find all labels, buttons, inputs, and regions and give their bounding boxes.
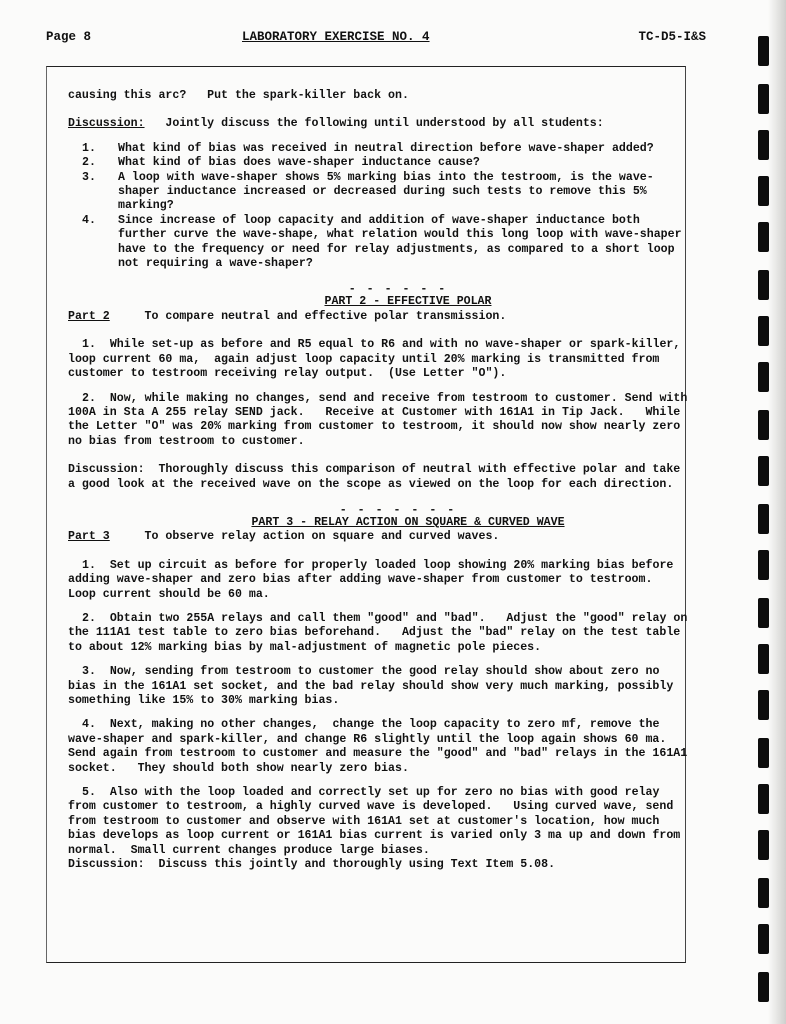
part-3-step-2: 2. Obtain two 255A relays and call them "good" and "bad". Adjust the "good" relay on the 111A1 test table to zero bias beforehand. Adjust the "bad" relay on the test table to about 12% marking bias by mal-adjustment of magnetic pole pieces.	[68, 611, 695, 654]
part-2-discussion: Discussion: Thoroughly discuss this comparison of neutral with effective polar and take a good look at the received wave on the scope as viewed on the loop for each direction.	[68, 463, 688, 491]
part-2-step-1: 1. While set-up as before and R5 equal to R6 and with no wave-shaper or spark-killer, loop current 60 ma, again adjust loop capacity until 20% marking is transmitted from customer to testroom receiving relay output. (Use Letter "O").	[68, 338, 688, 381]
question-list	[82, 142, 688, 272]
part-2-step-2: 2. Now, while making no changes, send and receive from testroom to customer. Send with 100A in Sta A 255 relay SEND jack. Receive at Customer with 161A1 in Tip Jack. While the Letter "O" was 20% marking from customer to testroom, it should now show nearly zero no bias from testroom to customer.	[68, 391, 695, 448]
page-number: Page 8	[46, 30, 92, 44]
list-item: 2. What kind of bias does wave-shaper inductance cause?	[82, 156, 480, 170]
part-3-discussion: Discussion: Discuss this jointly and thoroughly using Text Item 5.08.	[68, 858, 556, 872]
binder-hole	[758, 84, 769, 114]
page-edge	[768, 0, 786, 1024]
part-2-title: PART 2 - EFFECTIVE POLAR	[324, 295, 492, 309]
binder-hole	[758, 222, 769, 252]
binder-hole	[758, 784, 769, 814]
binder-hole	[758, 550, 769, 580]
document-code: TC-D5-I&S	[638, 30, 706, 44]
part-3-step-4: 4. Next, making no other changes, change the loop capacity to zero mf, remove the wave-shaper and spark-killer, and change R6 slightly until the loop again shows 60 ma. Send again from testroom to customer and measure the "good" and "bad" relays in the 161A1 socket. They should both show nearly zero bias.	[68, 718, 695, 775]
binder-hole	[758, 690, 769, 720]
binder-hole	[758, 270, 769, 300]
part-2-objective: Part 2 To compare neutral and effective polar transmission.	[68, 309, 507, 323]
binder-hole	[758, 362, 769, 392]
binder-hole	[758, 924, 769, 954]
section-dashes: - - - - - -	[348, 283, 448, 297]
binder-hole	[758, 738, 769, 768]
discussion-1-text: Jointly discuss the following until understood by all students:	[165, 117, 604, 131]
intro-line: causing this arc? Put the spark-killer back on.	[68, 89, 409, 102]
part-2-label: Part 2	[68, 309, 110, 323]
binder-hole	[758, 598, 769, 628]
discussion-1-label: Discussion:	[68, 117, 145, 131]
binder-hole	[758, 410, 769, 440]
list-item: 1. What kind of bias was received in neutral direction before wave-shaper added?	[82, 141, 654, 155]
part-2-discussion-label: Discussion:	[68, 463, 145, 477]
document-body	[68, 89, 695, 872]
part-3-discussion-label: Discussion:	[68, 858, 145, 872]
part-3-objective: Part 3 To observe relay action on square and curved waves.	[68, 530, 500, 544]
binder-hole	[758, 456, 769, 486]
part-3-title: PART 3 - RELAY ACTION ON SQUARE & CURVED WAVE	[251, 515, 565, 529]
section-dashes: - - - - - - -	[339, 503, 457, 517]
part-3-step-3: 3. Now, sending from testroom to customer the good relay should show about zero no bias in the 161A1 set socket, and the bad relay should show very much marking, possibly something like 15% to 30% marking bias.	[68, 665, 681, 707]
part-3-label: Part 3	[68, 530, 110, 544]
binder-hole	[758, 972, 769, 1002]
binder-hole	[758, 830, 769, 860]
binder-hole	[758, 130, 769, 160]
discussion-1	[68, 117, 688, 131]
binder-hole	[758, 316, 769, 346]
binder-hole	[758, 36, 769, 66]
binder-hole	[758, 878, 769, 908]
page-header	[46, 30, 706, 50]
exercise-title: LABORATORY EXERCISE NO. 4	[242, 30, 430, 44]
list-item: 3. A loop with wave-shaper shows 5% marking bias into the testroom, is the wave-shaper inductance increased or decreased during such tests to remove this 5% marking?	[82, 170, 654, 213]
part-3-step-1: 1. Set up circuit as before for properly loaded loop showing 20% marking bias before adding wave-shaper and zero bias after adding wave-shaper from customer to testroom. Loop current should be 60 ma.	[68, 558, 681, 601]
binder-hole	[758, 644, 769, 674]
list-item: 4. Since increase of loop capacity and addition of wave-shaper inductance both further curve the wave-shape, what relation would this long loop with wave-shaper have to the frequency or need for relay adjustments, as compared to a short loop not requiring a wave-shaper?	[82, 213, 682, 271]
binder-hole	[758, 176, 769, 206]
binder-hole	[758, 504, 769, 534]
part-3-step-5: 5. Also with the loop loaded and correctly set up for zero no bias with good relay from customer to testroom, a highly curved wave is developed. Using curved wave, send from testroom to customer and observe with 161A1 set at customer's location, how much bias develops as loop current or 161A1 bias current is varied only 3 ma up and down from normal. Small current changes produce large biases.	[68, 786, 688, 857]
